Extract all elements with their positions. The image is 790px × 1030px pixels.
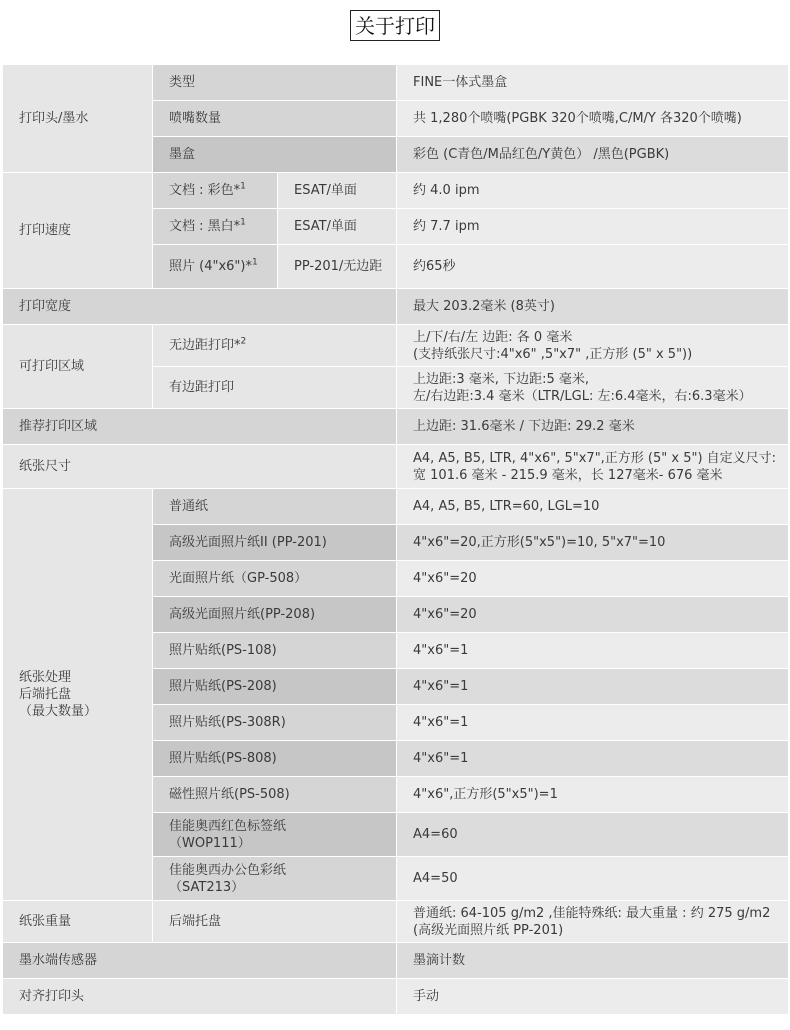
row-label: 打印宽度 bbox=[3, 289, 397, 325]
row-value: 共 1,280个喷嘴(PGBK 320个喷嘴,C/M/Y 各320个喷嘴) bbox=[397, 101, 789, 137]
row-label: 墨水端传感器 bbox=[3, 943, 397, 979]
row-value: 4"x6"=1 bbox=[397, 741, 789, 777]
speed-mode: ESAT/单面 bbox=[278, 209, 397, 245]
row-value: 4"x6"=20,正方形(5"x5")=10, 5"x7"=10 bbox=[397, 525, 789, 561]
row-value: 4"x6"=1 bbox=[397, 669, 789, 705]
row-label: 磁性照片纸(PS-508) bbox=[153, 777, 397, 813]
row-value: 4"x6"=1 bbox=[397, 633, 789, 669]
row-value: A4=60 bbox=[397, 813, 789, 857]
row-value: 4"x6",正方形(5"x5")=1 bbox=[397, 777, 789, 813]
row-value: 最大 203.2毫米 (8英寸) bbox=[397, 289, 789, 325]
row-label: 照片贴纸(PS-308R) bbox=[153, 705, 397, 741]
table-row bbox=[3, 489, 789, 525]
row-value: 上边距:3 毫米, 下边距:5 毫米, 左/右边距:3.4 毫米（LTR/LGL: 左:6.4毫米，右:6.3毫米） bbox=[397, 367, 789, 409]
row-value: 彩色 (C青色/M品红色/Y黄色） /黑色(PGBK) bbox=[397, 137, 789, 173]
group-printable-area: 可打印区域 bbox=[3, 325, 153, 409]
group-speed: 打印速度 bbox=[3, 173, 153, 289]
row-value: A4, A5, B5, LTR, 4"x6", 5"x7",正方形 (5" x 5") 自定义尺寸: 宽 101.6 毫米 - 215.9 毫米，长 127毫米- 676 毫米 bbox=[397, 445, 789, 489]
row-value: 4"x6"=20 bbox=[397, 597, 789, 633]
row-value: 约 7.7 ipm bbox=[397, 209, 789, 245]
row-label: 光面照片纸（GP-508） bbox=[153, 561, 397, 597]
footnote-mark: 2 bbox=[240, 336, 247, 347]
row-label: 佳能奥西办公色彩纸 （SAT213） bbox=[153, 857, 397, 901]
row-value: FINE一体式墨盒 bbox=[397, 65, 789, 101]
row-value: 墨滴计数 bbox=[397, 943, 789, 979]
table-row bbox=[3, 979, 789, 1015]
group-paper-handling: 纸张处理 后端托盘 （最大数量） bbox=[3, 489, 153, 901]
row-label: 照片贴纸(PS-108) bbox=[153, 633, 397, 669]
speed-label: 照片 (4"x6")*$^1$ bbox=[153, 245, 278, 289]
page-title: 关于打印 bbox=[350, 10, 440, 41]
row-value: A4, A5, B5, LTR=60, LGL=10 bbox=[397, 489, 789, 525]
row-value: 手动 bbox=[397, 979, 789, 1015]
table-row bbox=[3, 943, 789, 979]
table-row bbox=[3, 901, 789, 943]
row-label: 高级光面照片纸II (PP-201) bbox=[153, 525, 397, 561]
row-value: 4"x6"=20 bbox=[397, 561, 789, 597]
table-row bbox=[3, 289, 789, 325]
row-label: 照片贴纸(PS-208) bbox=[153, 669, 397, 705]
title-wrap bbox=[0, 10, 790, 41]
row-value: 4"x6"=1 bbox=[397, 705, 789, 741]
table-row bbox=[3, 173, 789, 209]
row-value: 上边距: 31.6毫米 / 下边距: 29.2 毫米 bbox=[397, 409, 789, 445]
speed-mode: PP-201/无边距 bbox=[278, 245, 397, 289]
row-label: 高级光面照片纸(PP-208) bbox=[153, 597, 397, 633]
row-label: 喷嘴数量 bbox=[153, 101, 397, 137]
footnote-mark: 1 bbox=[251, 257, 258, 268]
footnote-mark: 1 bbox=[240, 217, 246, 228]
row-label: 普通纸 bbox=[153, 489, 397, 525]
row-label: 对齐打印头 bbox=[3, 979, 397, 1015]
row-value: 上/下/右/左 边距: 各 0 毫米 (支持纸张尺寸:4"x6" ,5"x7" ,正方形 (5" x 5")) bbox=[397, 325, 789, 367]
row-label: 墨盒 bbox=[153, 137, 397, 173]
row-value: A4=50 bbox=[397, 857, 789, 901]
speed-label: 文档 : 黑白*$^1$ bbox=[153, 209, 278, 245]
row-label: 类型 bbox=[153, 65, 397, 101]
table-row bbox=[3, 325, 789, 367]
row-value: 约 4.0 ipm bbox=[397, 173, 789, 209]
row-label: 纸张尺寸 bbox=[3, 445, 397, 489]
row-label: 后端托盘 bbox=[153, 901, 397, 943]
row-label: 推荐打印区域 bbox=[3, 409, 397, 445]
spec-table bbox=[2, 64, 789, 1015]
group-paper-weight: 纸张重量 bbox=[3, 901, 153, 943]
speed-label: 文档 : 彩色*$^1$ bbox=[153, 173, 278, 209]
table-row bbox=[3, 445, 789, 489]
footnote-mark: 1 bbox=[240, 181, 246, 192]
table-row bbox=[3, 409, 789, 445]
table-row bbox=[3, 65, 789, 101]
row-label: 佳能奥西红色标签纸 （WOP111） bbox=[153, 813, 397, 857]
row-value: 约65秒 bbox=[397, 245, 789, 289]
row-label: 有边距打印 bbox=[153, 367, 397, 409]
row-label: 无边距打印*$^2$ bbox=[153, 325, 397, 367]
row-label: 照片贴纸(PS-808) bbox=[153, 741, 397, 777]
row-value: 普通纸: 64-105 g/m2 ,佳能特殊纸: 最大重量 : 约 275 g/m2 (高级光面照片纸 PP-201) bbox=[397, 901, 789, 943]
group-printhead: 打印头/墨水 bbox=[3, 65, 153, 173]
speed-mode: ESAT/单面 bbox=[278, 173, 397, 209]
